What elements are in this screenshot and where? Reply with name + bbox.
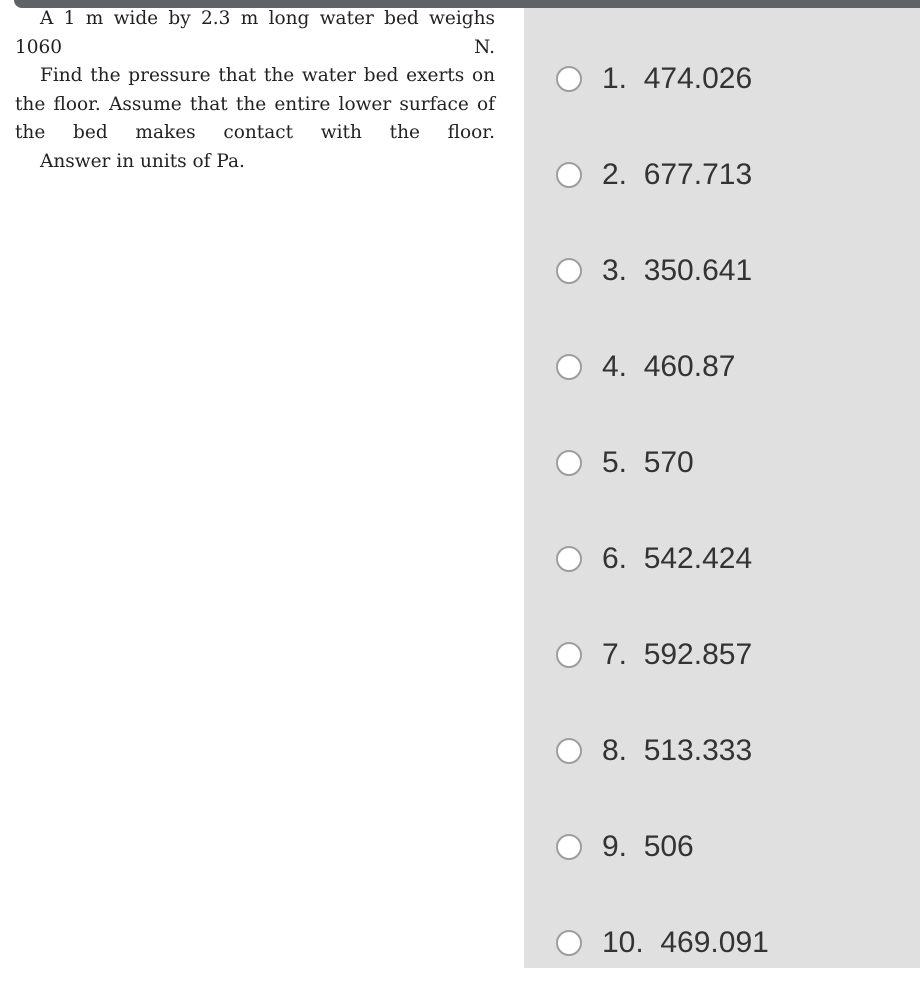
answer-option-7[interactable] [556, 635, 752, 675]
answer-option-2[interactable] [556, 155, 752, 195]
answer-option-label: 9. 506 [602, 830, 694, 863]
answer-option-5[interactable] [556, 443, 694, 483]
answer-option-6[interactable] [556, 539, 752, 579]
answer-option-9[interactable] [556, 827, 694, 867]
radio-button-icon[interactable] [556, 834, 582, 860]
answer-option-label: 8. 513.333 [602, 734, 753, 767]
radio-button-icon[interactable] [556, 450, 582, 476]
answer-option-label: 6. 542.424 [602, 542, 753, 575]
answer-option-label: 4. 460.87 [602, 350, 736, 383]
answer-option-8[interactable] [556, 731, 752, 771]
answer-option-4[interactable] [556, 347, 735, 387]
answer-option-label: 2. 677.713 [602, 158, 753, 191]
radio-button-icon[interactable] [556, 162, 582, 188]
radio-button-icon[interactable] [556, 354, 582, 380]
answer-option-10[interactable] [556, 923, 769, 963]
radio-button-icon[interactable] [556, 738, 582, 764]
answer-options-panel [524, 8, 920, 968]
radio-button-icon[interactable] [556, 930, 582, 956]
radio-button-icon[interactable] [556, 66, 582, 92]
answer-option-label: 3. 350.641 [602, 254, 753, 287]
question-paragraph-2: Find the pressure that the water bed exerts on the floor. Assume that the entire lower surface of the bed makes contact with the floor. [15, 65, 495, 143]
question-paragraph-1: A 1 m wide by 2.3 m long water bed weighs 1060 N. [15, 8, 495, 58]
radio-button-icon[interactable] [556, 258, 582, 284]
radio-button-icon[interactable] [556, 642, 582, 668]
answer-option-1[interactable] [556, 59, 752, 99]
answer-option-label: 1. 474.026 [602, 62, 753, 95]
answer-option-label: 10. 469.091 [602, 926, 769, 959]
answer-option-label: 5. 570 [602, 446, 694, 479]
radio-button-icon[interactable] [556, 546, 582, 572]
answer-option-3[interactable] [556, 251, 752, 291]
question-paragraph-3: Answer in units of Pa. [40, 150, 245, 172]
question-text [15, 5, 495, 176]
answer-option-label: 7. 592.857 [602, 638, 753, 671]
